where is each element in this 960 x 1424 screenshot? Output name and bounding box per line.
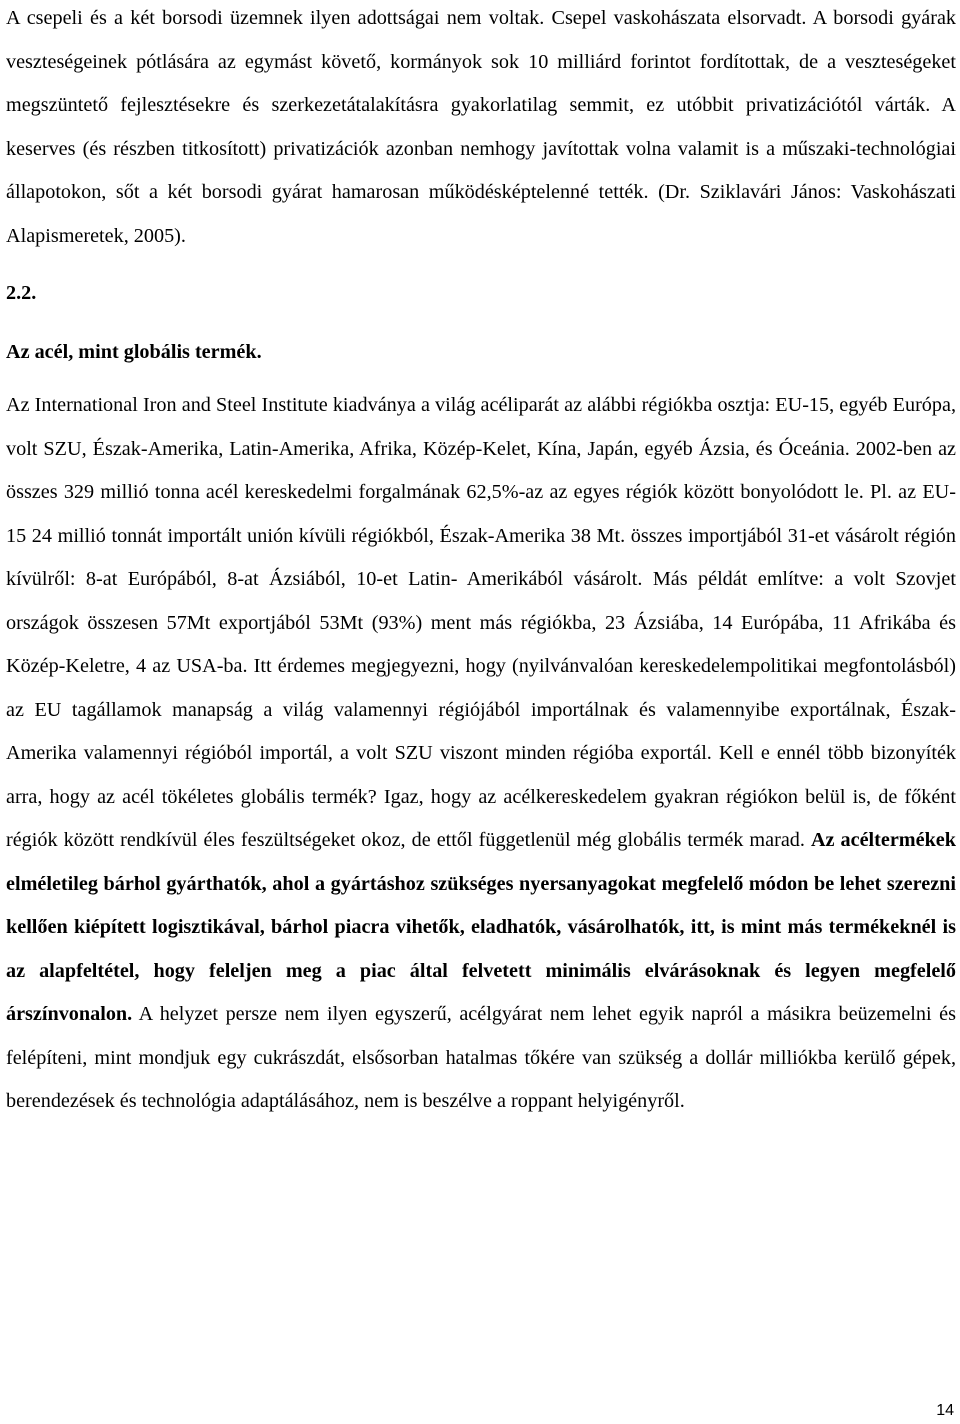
page-content [6, 0, 956, 1124]
page-number: 14 [936, 1402, 954, 1419]
body-paragraph: A csepeli és a két borsodi üzemnek ilyen adottságai nem voltak. Csepel vaskohászata elsorvadt. A borsodi gyárak veszteségeinek pótlására az egymást követő, kormányok sok 10 milliárd forintot fordítottak, de a veszteségeket megszüntető fejlesztésekre és szerkezetátalakításra gyakorlatilag semmit, ez utóbbit privatizációtól várták. A keserves (és részben titkosított) privatizációk azonban nemhogy javítottak volna valamit is a műszaki-technológiai állapotokon, sőt a két borsodi gyárat hamarosan működésképtelenné tették. (Dr. Sziklavári János: Vaskohászati Alapismeretek, 2005). [6, 7, 956, 247]
body-paragraph-section [6, 384, 956, 1124]
section-title: Az acél, mint globális termék. [6, 340, 262, 363]
section-number: 2.2. [6, 282, 37, 304]
paragraph-emphasis: Az acéltermékek elméletileg bárhol gyárthatók, ahol a gyártáshoz szükséges nyersanyagokat megfelelő módon be lehet szerezni kellően kiépített logisztikával, bárhol piacra vihetők, eladhatók, vásárolhatók, itt, is mint más termékeknél is az alapfeltétel, hogy feleljen meg a piac által felvetett minimális elvárásoknak és legyen megfelelő árszínvonalon. [6, 829, 956, 1025]
paragraph-text-closing: A helyzet persze nem ilyen egyszerű, acélgyárat nem lehet egyik napról a másikra beüzemelni és felépíteni, mint mondjuk egy cukrászdát, elsősorban hatalmas tőkére van szükség a dollár milliókba kerülő gépek, berendezések és technológia adaptálásához, nem is beszélve a roppant helyigényről. [6, 1003, 956, 1112]
paragraph-text-intro: Az International Iron and Steel Institute kiadványa a világ acéliparát az alábbi régiókba osztja: EU-15, egyéb Európa, volt SZU, Észak-Amerika, Latin-Amerika, Afrika, Közép-Kelet, Kína, Japán, egyéb Ázsia, és Óceánia. 2002-ben az összes 329 millió tonna acél kereskedelmi forgalmának 62,5%-az az egyes régiók között bonyolódott le. Pl. az EU-15 24 millió tonnát importált unión kívüli régiókból, Észak-Amerika 38 Mt. összes importjából 31-et vásárolt régión kívülről: 8-at Európából, 8-at Ázsiából, 10-et Latin- Amerikából vásárolt. Más példát említve: a volt Szovjet országok összesen 57Mt exportjából 53Mt (93%) ment más régiókba, 23 Ázsiába, 14 Európába, 11 Afrikába és Közép-Keletre, 4 az USA-ba. Itt érdemes megjegyezni, hogy (nyilvánvalóan kereskedelempolitikai megfontolásból) az EU tagállamok manapság a világ valamennyi régiójából importálnak és valamennyibe exportálnak, Észak-Amerika valamennyi régióból importál, a volt SZU viszont minden régióba exportál. Kell e ennél több bizonyíték arra, hogy az acél tökéletes globális termék? Igaz, hogy az acélkereskedelem gyakran régiókon belül is, de főként régiók között rendkívül éles feszültségeket okoz, de ettől függetlenül még globális termék marad. [6, 394, 956, 851]
